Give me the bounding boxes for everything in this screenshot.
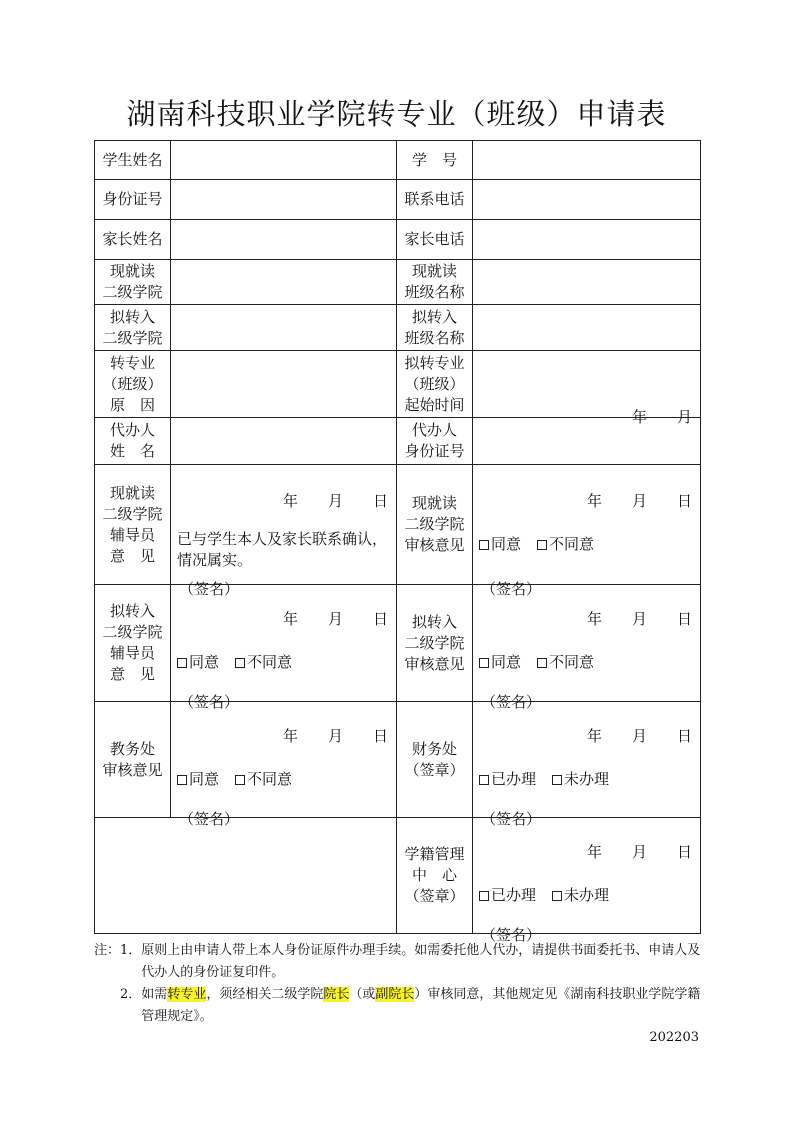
signature-label: （签名） — [179, 809, 240, 828]
highlight-dean: 院长 — [323, 987, 350, 1002]
student-id-field[interactable] — [473, 141, 701, 180]
academic-cell[interactable] — [171, 702, 397, 828]
registry-cell[interactable] — [473, 818, 701, 944]
disagree-label: 不同意 — [247, 653, 293, 671]
not-done-label: 未办理 — [564, 885, 610, 904]
agree-checkbox[interactable] — [177, 658, 187, 668]
date-line — [557, 608, 692, 629]
tgt-review-label: 拟转入 二级学院 审核意见 — [397, 585, 473, 702]
agree-options — [479, 533, 594, 554]
signature-label: （签名） — [481, 693, 542, 711]
target-class-label: 拟转入 班级名称 — [397, 305, 473, 351]
day-label: 日 — [372, 726, 388, 745]
academic-label: 教务处 审核意见 — [95, 702, 171, 818]
parent-name-field[interactable] — [171, 220, 397, 260]
note-number: 2． — [120, 987, 142, 1002]
target-college-field[interactable] — [171, 305, 397, 351]
disagree-label: 不同意 — [247, 769, 293, 788]
year-label: 年 — [586, 726, 602, 745]
confirm-text: 已与学生本人及家长联系确认，情况属实。 — [177, 529, 388, 569]
day-label: 日 — [676, 842, 692, 861]
student-id-label: 学 号 — [397, 141, 473, 180]
current-college-field[interactable] — [171, 260, 397, 305]
year-month — [602, 406, 692, 427]
disagree-label: 不同意 — [549, 653, 595, 671]
date-line — [253, 490, 388, 511]
done-options — [479, 768, 609, 789]
note-number: 1． — [120, 943, 142, 958]
signature-label: （签名） — [481, 925, 542, 944]
agree-label: 同意 — [491, 653, 522, 671]
done-checkbox[interactable] — [479, 891, 489, 901]
done-options — [479, 884, 609, 905]
reason-label: 转专业 （班级） 原 因 — [95, 351, 171, 418]
parent-name-label: 家长姓名 — [95, 220, 171, 260]
disagree-checkbox[interactable] — [537, 540, 547, 550]
month-label: 月 — [631, 842, 647, 861]
student-name-field[interactable] — [171, 141, 397, 180]
date-line — [557, 725, 692, 746]
notes — [94, 940, 704, 1028]
current-class-field[interactable] — [473, 260, 701, 305]
tgt-review-cell[interactable] — [473, 585, 701, 711]
date-line — [253, 608, 388, 629]
cur-review-cell[interactable] — [473, 465, 701, 598]
note-1 — [94, 940, 704, 984]
highlight-vice-dean: 副院长 — [375, 987, 415, 1002]
cur-review-label: 现就读 二级学院 审核意见 — [397, 465, 473, 585]
agree-label: 同意 — [189, 769, 220, 788]
agent-name-field[interactable] — [171, 418, 397, 465]
year-label: 年 — [631, 408, 647, 426]
reason-field[interactable] — [171, 351, 397, 418]
target-college-label: 拟转入 二级学院 — [95, 305, 171, 351]
day-label: 日 — [372, 610, 388, 628]
year-label: 年 — [586, 842, 602, 861]
month-label: 月 — [327, 491, 343, 510]
year-label: 年 — [282, 610, 298, 628]
date-line — [253, 725, 388, 746]
month-label: 月 — [631, 491, 647, 510]
signature-label: （签名） — [179, 693, 240, 711]
id-number-field[interactable] — [171, 180, 397, 220]
agree-checkbox[interactable] — [479, 540, 489, 550]
agree-checkbox[interactable] — [177, 775, 187, 785]
start-time-label: 拟转专业 （班级） 起始时间 — [397, 351, 473, 418]
date-line — [557, 490, 692, 511]
registry-label: 学籍管理 中 心 （签章） — [397, 818, 473, 934]
not-done-checkbox[interactable] — [552, 775, 562, 785]
note-segment: ）审核同意，其他规定见《湖南科技职业学院学籍管理规定》。 — [141, 987, 701, 1024]
tgt-advisor-cell[interactable] — [171, 585, 397, 711]
start-time-field[interactable] — [473, 351, 701, 426]
finance-label: 财务处 （签章） — [397, 702, 473, 818]
note-2 — [94, 984, 704, 1028]
year-label: 年 — [586, 491, 602, 510]
year-label: 年 — [586, 610, 602, 628]
agree-options — [177, 768, 292, 789]
note-text: 原则上由申请人带上本人身份证原件办理手续。如需委托他人代办，请提供书面委托书、申请人及代办人的身份证复印件。 — [141, 943, 701, 980]
cur-advisor-cell[interactable] — [171, 465, 397, 598]
disagree-checkbox[interactable] — [537, 658, 547, 668]
day-label: 日 — [676, 610, 692, 628]
agent-id-label: 代办人 身份证号 — [397, 418, 473, 465]
finance-cell[interactable] — [473, 702, 701, 828]
month-label: 月 — [631, 726, 647, 745]
agree-options — [177, 651, 292, 672]
year-label: 年 — [282, 726, 298, 745]
not-done-label: 未办理 — [564, 769, 610, 788]
done-checkbox[interactable] — [479, 775, 489, 785]
note-segment: 如需 — [141, 987, 168, 1002]
note-segment: （或 — [349, 987, 376, 1002]
day-label: 日 — [372, 491, 388, 510]
application-form — [94, 140, 701, 944]
id-number-label: 身份证号 — [95, 180, 171, 220]
document-code: 202203 — [649, 1030, 699, 1045]
day-label: 日 — [676, 491, 692, 510]
cur-advisor-label: 现就读 二级学院 辅导员 意 见 — [95, 465, 171, 585]
current-class-label: 现就读 班级名称 — [397, 260, 473, 305]
blank-cell — [95, 818, 397, 934]
phone-field[interactable] — [473, 180, 701, 220]
phone-label: 联系电话 — [397, 180, 473, 220]
highlight-transfer-major: 转专业 — [167, 987, 207, 1002]
date-line — [557, 841, 692, 862]
agree-checkbox[interactable] — [479, 658, 489, 668]
disagree-label: 不同意 — [549, 534, 595, 553]
month-label: 月 — [327, 726, 343, 745]
signature-label: （签名） — [481, 579, 542, 598]
form-title: 湖南科技职业学院转专业（班级）申请表 — [126, 97, 667, 131]
signature-label: （签名） — [179, 579, 240, 598]
month-label: 月 — [631, 610, 647, 628]
month-label: 月 — [327, 610, 343, 628]
month-label: 月 — [676, 408, 692, 426]
day-label: 日 — [676, 726, 692, 745]
parent-phone-field[interactable] — [473, 220, 701, 260]
agree-label: 同意 — [189, 653, 220, 671]
not-done-checkbox[interactable] — [552, 891, 562, 901]
agree-label: 同意 — [491, 534, 522, 553]
parent-phone-label: 家长电话 — [397, 220, 473, 260]
disagree-checkbox[interactable] — [235, 658, 245, 668]
note-prefix: 注： — [94, 943, 121, 958]
done-label: 已办理 — [491, 769, 537, 788]
disagree-checkbox[interactable] — [235, 775, 245, 785]
year-label: 年 — [282, 491, 298, 510]
current-college-label: 现就读 二级学院 — [95, 260, 171, 305]
agree-options — [479, 651, 594, 672]
signature-label: （签名） — [481, 809, 542, 828]
note-segment: ，须经相关二级学院 — [206, 987, 324, 1002]
target-class-field[interactable] — [473, 305, 701, 351]
note-text — [141, 984, 704, 1028]
tgt-advisor-label: 拟转入 二级学院 辅导员 意 见 — [95, 585, 171, 702]
done-label: 已办理 — [491, 885, 537, 904]
student-name-label: 学生姓名 — [95, 141, 171, 180]
agent-name-label: 代办人 姓 名 — [95, 418, 171, 465]
